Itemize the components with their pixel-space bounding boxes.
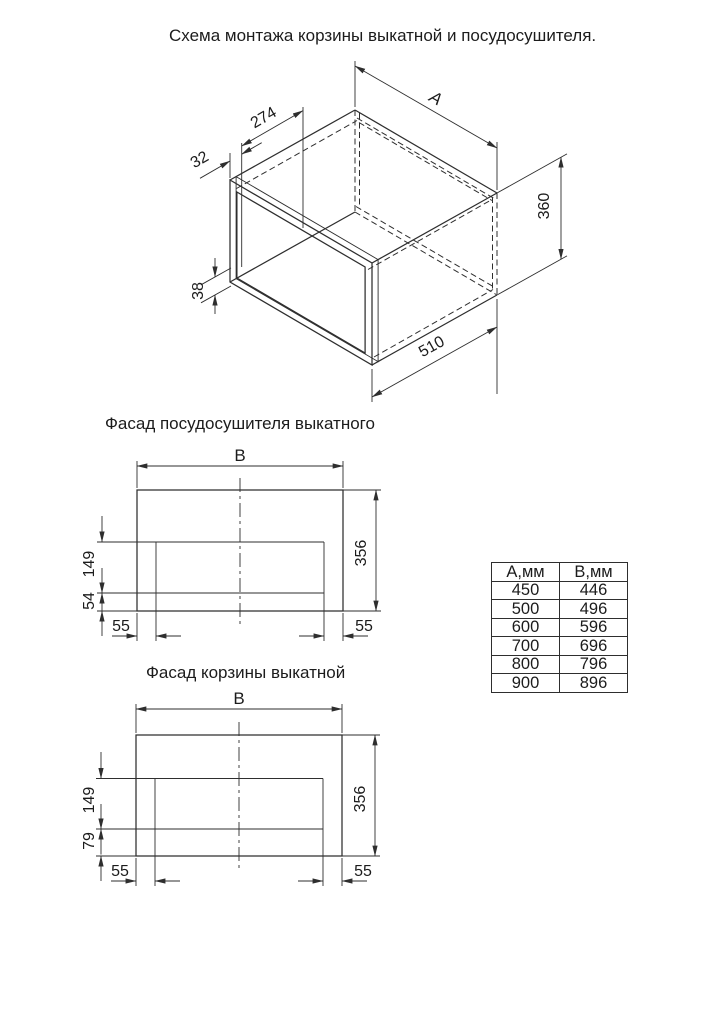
cell-b: 696 bbox=[560, 637, 628, 656]
table-row bbox=[492, 655, 628, 674]
facade-basket-title: Фасад корзины выкатной bbox=[146, 663, 346, 682]
facade-dryer-title: Фасад посудосушителя выкатного bbox=[105, 414, 375, 433]
page-title: Схема монтажа корзины выкатной и посудосушителя. bbox=[169, 26, 597, 45]
cell-b: 446 bbox=[560, 581, 628, 600]
iso-dim-inner-depth-label: 274 bbox=[247, 104, 280, 133]
cell-b: 596 bbox=[560, 618, 628, 637]
iso-dim-height-label: 360 bbox=[536, 192, 553, 220]
cell-b: 796 bbox=[560, 655, 628, 674]
iso-dim-depth-label: 510 bbox=[416, 333, 448, 361]
size-table-header-a: А,мм bbox=[492, 563, 560, 582]
iso-box-edges bbox=[230, 107, 497, 365]
facade-basket-dim-width-label: B bbox=[233, 689, 245, 708]
table-row bbox=[492, 637, 628, 656]
facade-basket-view bbox=[81, 689, 380, 886]
facade-dryer-edges bbox=[97, 478, 343, 641]
facade-basket-dim-inner-height-label: 149 bbox=[81, 786, 98, 814]
cell-a: 800 bbox=[492, 655, 560, 674]
table-row bbox=[492, 600, 628, 619]
cell-b: 896 bbox=[560, 674, 628, 693]
cell-a: 500 bbox=[492, 600, 560, 619]
table-row bbox=[492, 581, 628, 600]
facade-dryer-view bbox=[81, 446, 381, 641]
table-row bbox=[492, 674, 628, 693]
size-table bbox=[491, 562, 628, 693]
iso-dim-rail-height-label: 38 bbox=[190, 282, 207, 300]
facade-dryer-dim-width-label: B bbox=[234, 446, 246, 465]
facade-dryer-dim-height-label: 356 bbox=[353, 539, 370, 567]
iso-dim-width-label: A bbox=[426, 87, 446, 110]
facade-basket-dim-left-margin-label: 55 bbox=[111, 863, 129, 880]
iso-view bbox=[188, 61, 567, 402]
facade-dryer-dim-left-margin-label: 55 bbox=[112, 618, 130, 635]
cell-a: 900 bbox=[492, 674, 560, 693]
facade-dryer-dim-inner-height-label: 149 bbox=[81, 550, 98, 578]
facade-dryer-dim-bottom-offset-label: 54 bbox=[81, 592, 98, 610]
iso-dimensions bbox=[188, 61, 567, 402]
size-table-header-b: В,мм bbox=[560, 563, 628, 582]
cell-b: 496 bbox=[560, 600, 628, 619]
size-table-header-row bbox=[492, 563, 628, 582]
iso-dim-front-offset-label: 32 bbox=[187, 148, 212, 172]
facade-basket-edges bbox=[96, 722, 342, 886]
iso-hidden-edges bbox=[237, 110, 498, 357]
facade-basket-dim-height-label: 356 bbox=[352, 785, 369, 813]
cell-a: 450 bbox=[492, 581, 560, 600]
cell-a: 700 bbox=[492, 637, 560, 656]
facade-basket-dim-right-margin-label: 55 bbox=[354, 863, 372, 880]
table-row bbox=[492, 618, 628, 637]
facade-dryer-dimensions bbox=[81, 446, 381, 641]
facade-dryer-dim-right-margin-label: 55 bbox=[355, 618, 373, 635]
cell-a: 600 bbox=[492, 618, 560, 637]
facade-basket-dim-bottom-offset-label: 79 bbox=[81, 832, 98, 850]
